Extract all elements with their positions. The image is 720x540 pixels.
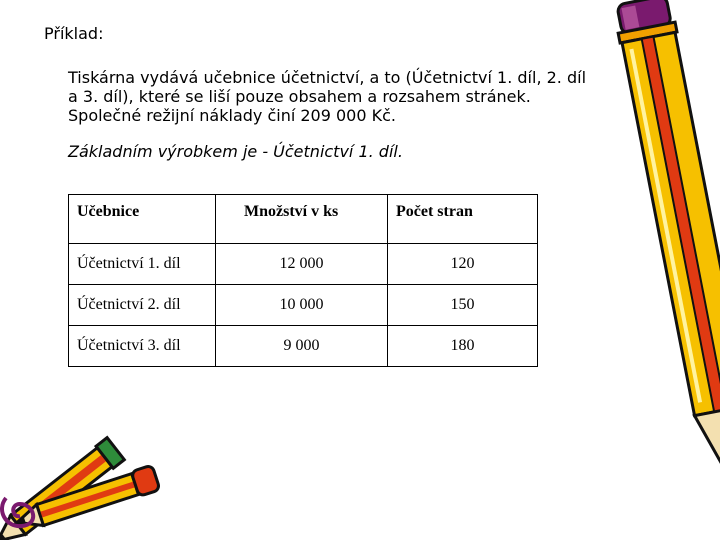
problem-text-line-2: a 3. díl), které se liší pouze obsahem a rozsahem stránek. — [68, 87, 531, 106]
cell-pages: 150 — [388, 285, 538, 326]
cell-pages: 120 — [388, 244, 538, 285]
cell-textbook: Účetnictví 1. díl — [69, 244, 216, 285]
table-header-row — [69, 195, 538, 244]
cell-quantity: 9 000 — [216, 326, 388, 367]
header-pages: Počet stran — [388, 195, 538, 244]
textbook-table — [68, 194, 538, 367]
header-textbook: Učebnice — [69, 195, 216, 244]
basic-product-text: Základním výrobkem je - Účetnictví 1. díl. — [68, 142, 403, 161]
cell-textbook: Účetnictví 2. díl — [69, 285, 216, 326]
heading: Příklad: — [44, 24, 104, 43]
pencil-clipart-icon — [590, 0, 720, 540]
problem-text-line-1: Tiskárna vydává učebnice účetnictví, a to (Účetnictví 1. díl, 2. díl — [68, 68, 587, 87]
problem-text-line-3: Společné režijní náklady činí 209 000 Kč. — [68, 106, 396, 125]
header-quantity: Množství v ks — [216, 195, 388, 244]
table-row — [69, 244, 538, 285]
pencils-clipart-icon — [0, 430, 170, 540]
cell-quantity: 10 000 — [216, 285, 388, 326]
cell-pages: 180 — [388, 326, 538, 367]
problem-text — [68, 68, 628, 125]
table-row — [69, 326, 538, 367]
cell-textbook: Účetnictví 3. díl — [69, 326, 216, 367]
table-row — [69, 285, 538, 326]
cell-quantity: 12 000 — [216, 244, 388, 285]
